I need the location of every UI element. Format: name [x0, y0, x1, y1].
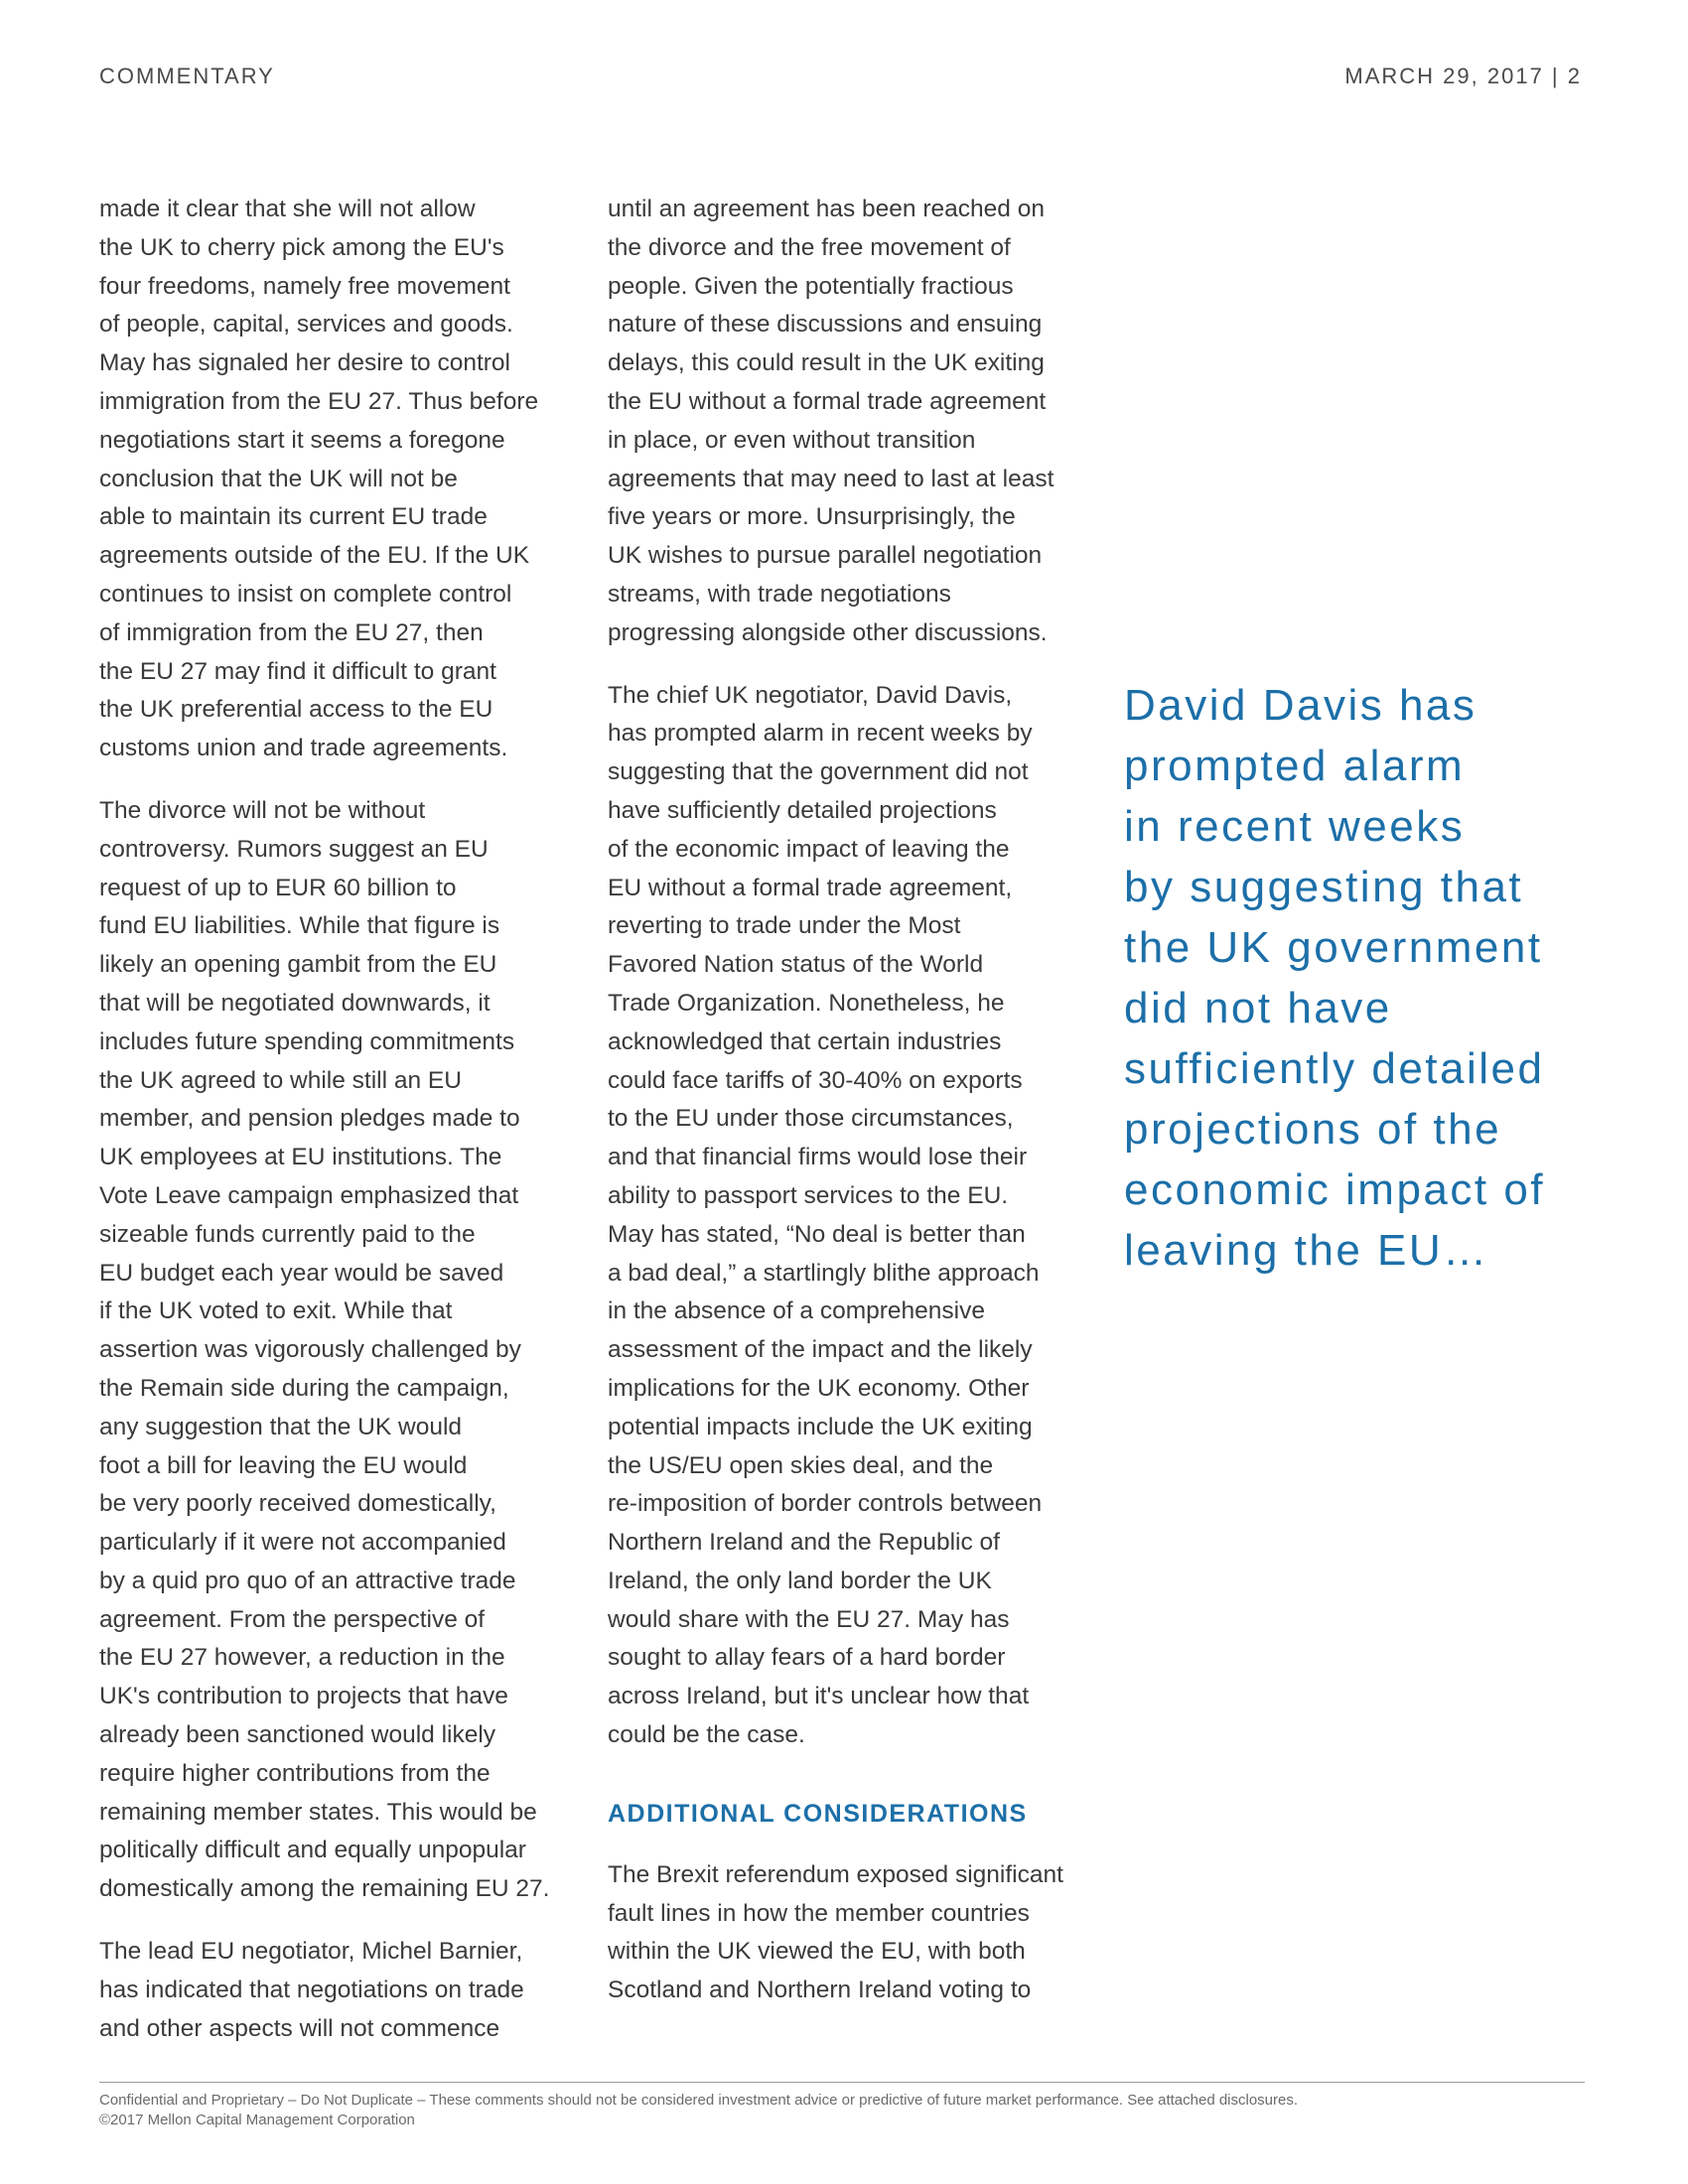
paragraph: The chief UK negotiator, David Davis, has prompted alarm in recent weeks by suggesting that the government did not have sufficiently detailed projections of the economic impact of leaving the EU without a formal trade agreement, reverting to trade under the Most Favored Nation status of the World Trade Organization. Nonetheless, he acknowledged that certain industries could face tariffs of 30-40% on exports to the EU under those circumstances, and that financial firms would lose their ability to passport services to the EU. May has stated, “No deal is better than a bad deal,” a startlingly blithe approach in the absence of a comprehensive assessment of the impact and the likely implications for the UK economy. Other potential impacts include the UK exiting the US/EU open skies deal, and the re-imposition of border controls between Northern Ireland and the Republic of Ireland, the only land border the UK would share with the EU 27. May has sought to allay fears of a hard border across Ireland, but it's unclear how that could be the case. [608, 681, 1043, 1749]
paragraph: until an agreement has been reached on the divorce and the free movement of people. Given the potentially fractious nature of these discussions and ensuing delays, this could result in the UK exiting the EU without a formal trade agreement in place, or even without transition agreements that may need to last at least five years or more. Unsurprisingly, the UK wishes to pursue parallel negotiation streams, with trade negotiations progressing alongside other discussions. [608, 196, 1055, 646]
footer-copyright: ©2017 Mellon Capital Management Corporation [99, 2112, 415, 2128]
footer-divider [99, 2082, 1585, 2083]
paragraph: The lead EU negotiator, Michel Barnier, has indicated that negotiations on trade and other aspects will not commence [99, 1938, 524, 2042]
footer-disclaimer: Confidential and Proprietary – Do Not Duplicate – These comments should not be considered investment advice or predictive of future market performance. See attached disclosures. [99, 2092, 1299, 2109]
paragraph: The divorce will not be without controversy. Rumors suggest an EU request of up to EUR 60 billion to fund EU liabilities. While that figure is likely an opening gambit from the EU that will be negotiated downwards, it includes future spending commitments the UK agreed to while still an EU member, and pension pledges made to UK employees at EU institutions. The Vote Leave campaign emphasized that sizeable funds currently paid to the EU budget each year would be saved if the UK voted to exit. While that assertion was vigorously challenged by the Remain side during the campaign, any suggestion that the UK would foot a bill for leaving the EU would be very poorly received domestically, particularly if it were not accompanied by a quid pro quo of an attractive trade agreement. From the perspective of the EU 27 however, a reduction in the UK's contribution to projects that have already been sanctioned would likely require higher contributions from the remaining member states. This would be politically difficult and equally unpopular domestically among the remaining EU 27. [99, 796, 550, 1903]
header-section-label: COMMENTARY [99, 64, 275, 88]
paragraph: The Brexit referendum exposed significant fault lines in how the member countries within the UK viewed the EU, with both Scotland and Northern Ireland voting to [608, 1860, 1063, 2004]
paragraph: made it clear that she will not allow the UK to cherry pick among the EU's four freedoms, namely free movement of people, capital, services and goods. May has signaled her desire to control immigration from the EU 27. Thus before negotiations start it seems a foregone conclusion that the UK will not be able to maintain its current EU trade agreements outside of the EU. If the UK continues to insist on complete control of immigration from the EU 27, then the EU 27 may find it difficult to grant the UK preferential access to the EU customs union and trade agreements. [99, 196, 539, 762]
pull-quote: David Davis has prompted alarm in recent weeks by suggesting that the UK government did not have sufficiently detailed projections of the economic impact of leaving the EU… [1124, 681, 1546, 1275]
header-date-page: MARCH 29, 2017 | 2 [1344, 64, 1582, 88]
column-left [99, 191, 566, 2072]
section-heading: ADDITIONAL CONSIDERATIONS [608, 1799, 1028, 1828]
footer [99, 2091, 1298, 2130]
column-middle [608, 191, 1074, 2034]
